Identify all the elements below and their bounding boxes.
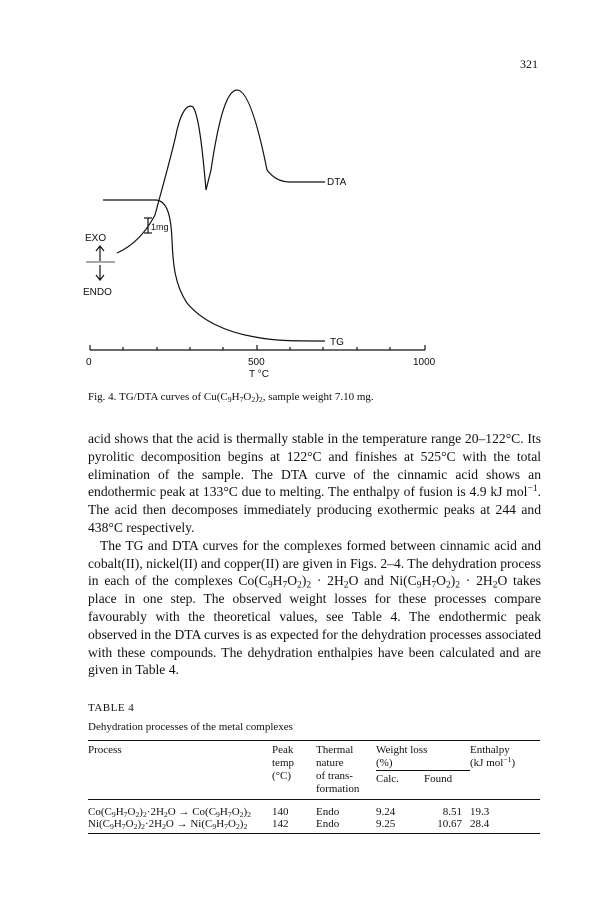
row-calc: 9.24 <box>376 806 396 818</box>
tick-label-0: 0 <box>86 357 92 368</box>
tick-label-1000: 1000 <box>413 357 436 368</box>
tg-dta-figure <box>55 75 535 395</box>
row-process: $Co(C_9H_7O_2)_2\cdot 2H_2O \to Co(C_9H_7O_2)_2$ <box>88 806 251 819</box>
header-enthalpy: Enthalpy (kJ mol$^{-1}$) <box>470 741 540 800</box>
row-nature: Endo <box>316 818 376 834</box>
paragraph-2: The TG and DTA curves for the complexes formed between cinnamic acid and cobalt(II), nickel(II) and copper(II) are given in Figs. 2–4. The dehydration process in each of the complexes $Co(C_9H_7O_2)_2 \cdot 2H_2O$ and $Ni(C_9H_7O_2)_2 \cdot 2H_2O$ takes place in one step. The observed weight losses for these processes compare favourably with the theoretical values, see Table 4. The endothermic peak observed in the DTA curves is as expected for the dehydration processes associated with these compounds. The dehydration enthalpies have been calculated and are given in Table 4. <box>88 537 541 678</box>
row-nature: Endo <box>316 806 340 818</box>
row-calc: 9.25 <box>376 818 424 834</box>
row-found: 10.67 <box>424 818 470 834</box>
x-axis-label: T °C <box>249 369 269 380</box>
header-found: Found <box>424 771 470 800</box>
header-peak-temp: Peak temp (°C) <box>272 741 316 800</box>
endo-label: ENDO <box>83 287 112 298</box>
row-found: 8.51 <box>442 806 462 818</box>
paragraph-1: acid shows that the acid is thermally stable in the temperature range 20–122°C. Its pyrolitic decomposition begins at 122°C and finishes at 525°C with the total elimination of the sample. The DTA curve of the cinnamic acid shows an endothermic peak at 133°C due to melting. The enthalpy of fusion is 4.9 kJ mol$^{-1}$. The acid then decomposes immediately producing exothermic peaks at 244 and 438°C respectively. <box>88 431 541 535</box>
dta-curve <box>155 90 325 215</box>
scale-label: 1mg <box>151 222 169 232</box>
header-thermal-nature: Thermal nature of trans- formation <box>316 741 376 800</box>
row-enthalpy: 19.3 <box>470 806 490 818</box>
table-title: Dehydration processes of the metal complexes <box>88 721 293 733</box>
tg-label: TG <box>330 337 344 348</box>
tg-dta-plot <box>55 75 535 395</box>
page-number: 321 <box>520 57 538 71</box>
exo-label: EXO <box>85 233 107 244</box>
figure-caption: Fig. 4. TG/DTA curves of $Cu(C_9H_7O_2)_2$, sample weight 7.10 mg. <box>88 391 374 404</box>
row-peak: 140 <box>272 806 289 818</box>
body-text <box>88 430 541 679</box>
dehydration-table <box>88 740 540 834</box>
table-row <box>88 818 540 834</box>
row-peak: 142 <box>272 818 316 834</box>
row-enthalpy: 28.4 <box>470 818 540 834</box>
header-weight-loss: Weight loss (%) <box>376 741 470 771</box>
table-row <box>88 806 540 818</box>
tg-curve <box>103 200 325 341</box>
table-number: TABLE 4 <box>88 702 135 714</box>
header-calc: Calc. <box>376 771 424 800</box>
tick-label-500: 500 <box>248 357 265 368</box>
dta-label: DTA <box>327 177 347 188</box>
header-process: Process <box>88 741 272 800</box>
row-process: $Ni(C_9H_7O_2)_2\cdot 2H_2O \to Ni(C_9H_7O_2)_2$ <box>88 818 272 834</box>
